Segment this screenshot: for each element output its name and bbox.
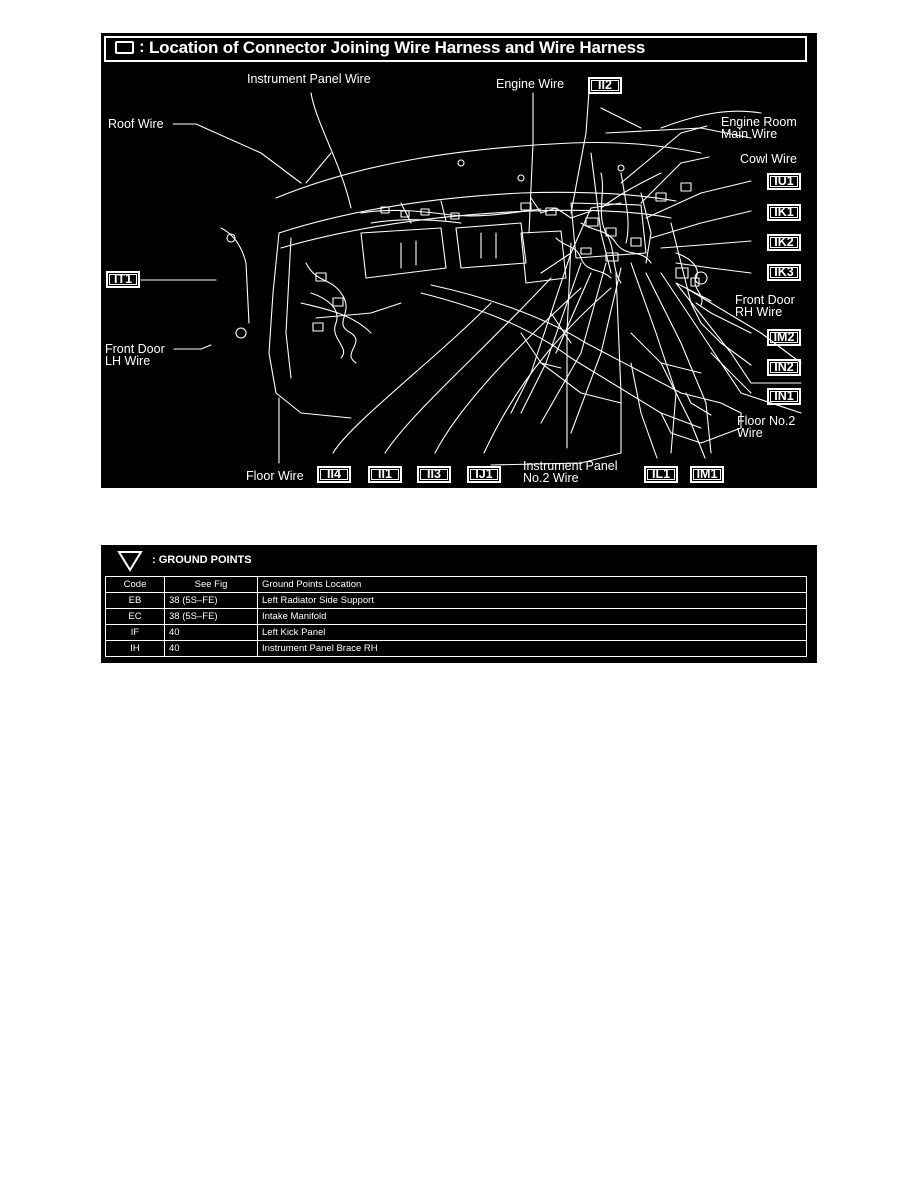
table-header-row — [106, 577, 807, 593]
connector-IM1: IM1 — [690, 466, 724, 483]
connector-II1: II1 — [368, 466, 402, 483]
connector-II3: II3 — [417, 466, 451, 483]
ground-points-panel — [101, 545, 817, 663]
connector-IJ1: IJ1 — [467, 466, 501, 483]
header-code: Code — [106, 577, 165, 593]
header-see-fig: See Fig — [165, 577, 258, 593]
table-row — [106, 609, 807, 625]
label-instrument-panel-no2-wire-line2: No.2 Wire — [523, 471, 579, 485]
connector-II2: II2 — [588, 77, 622, 94]
label-instrument-panel-no2-wire-line1: Instrument Panel — [523, 459, 618, 473]
cell-code: EB — [106, 593, 165, 609]
wire-harness-diagram — [101, 33, 817, 488]
label-front-door-lh-wire-line1: Front Door — [105, 342, 165, 356]
connector-IM2: IM2 — [767, 329, 801, 346]
table-row — [106, 625, 807, 641]
label-front-door-lh-wire-line2: LH Wire — [105, 354, 151, 368]
label-engine-room-main-wire-line1: Engine Room — [721, 115, 797, 129]
connector-II4: II4 — [317, 466, 351, 483]
label-floor-no2-wire-line2: Wire — [737, 426, 763, 440]
connector-IK1: IK1 — [767, 204, 801, 221]
label-floor-wire: Floor Wire — [246, 469, 304, 483]
cell-see-fig: 40 — [165, 625, 258, 641]
cell-location: Intake Manifold — [258, 609, 807, 625]
label-front-door-rh-wire-line1: Front Door — [735, 293, 795, 307]
connector-IU1: IU1 — [767, 173, 801, 190]
label-roof-wire: Roof Wire — [108, 117, 164, 131]
label-front-door-rh-wire-line2: RH Wire — [735, 305, 783, 319]
label-engine-wire: Engine Wire — [496, 77, 565, 91]
connector-IK3: IK3 — [767, 264, 801, 281]
label-floor-no2-wire-line1: Floor No.2 — [737, 414, 796, 428]
cell-see-fig: 38 (5S–FE) — [165, 593, 258, 609]
table-row — [106, 641, 807, 657]
cell-location: Left Radiator Side Support — [258, 593, 807, 609]
table-row — [106, 593, 807, 609]
cell-code: EC — [106, 609, 165, 625]
connector-IK2: IK2 — [767, 234, 801, 251]
cell-see-fig: 40 — [165, 641, 258, 657]
label-instrument-panel-wire: Instrument Panel Wire — [247, 72, 371, 86]
title-colon: : — [139, 37, 145, 56]
ground-points-table — [105, 576, 807, 657]
ground-points-title: : GROUND POINTS — [152, 554, 252, 566]
connector-IN1: IN1 — [767, 388, 801, 405]
connector-IL1: IL1 — [644, 466, 678, 483]
cell-location: Instrument Panel Brace RH — [258, 641, 807, 657]
cell-see-fig: 38 (5S–FE) — [165, 609, 258, 625]
connector-symbol-icon — [115, 41, 134, 54]
diagram-title: Location of Connector Joining Wire Harness and Wire Harness — [149, 38, 646, 57]
ground-point-triangle-icon — [117, 549, 143, 573]
harness-illustration — [101, 33, 817, 488]
label-engine-room-main-wire-line2: Main Wire — [721, 127, 778, 141]
label-cowl-wire: Cowl Wire — [740, 152, 797, 166]
connector-IN2: IN2 — [767, 359, 801, 376]
cell-code: IF — [106, 625, 165, 641]
connector-IT1: IT1 — [106, 271, 140, 288]
cell-code: IH — [106, 641, 165, 657]
header-location: Ground Points Location — [258, 577, 807, 593]
cell-location: Left Kick Panel — [258, 625, 807, 641]
